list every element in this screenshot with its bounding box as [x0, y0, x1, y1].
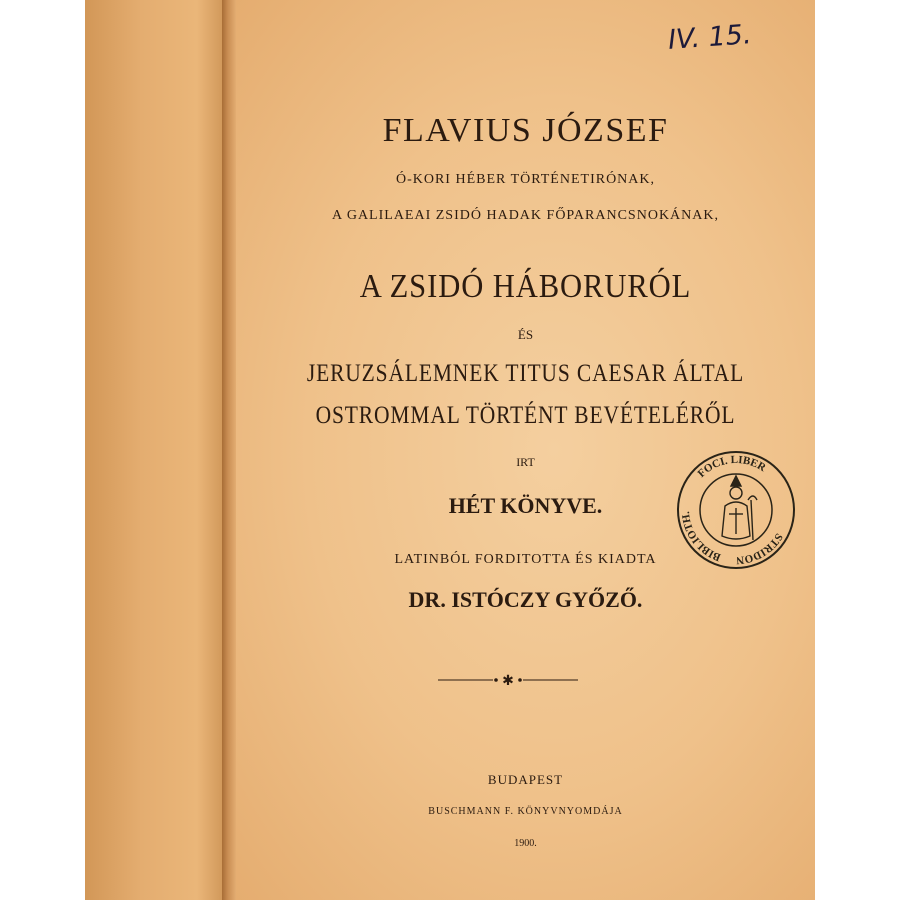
- stamp-saint-figure: [722, 476, 757, 540]
- svg-text:FOCI. LIBER: [696, 454, 769, 480]
- translated-by-label: LATINBÓL FORDITOTTA ÉS KIADTA: [394, 552, 657, 567]
- stamp-text-bottom: FOCI. LIBER: [695, 453, 768, 480]
- books-count: HÉT KÖNYVE.: [448, 493, 603, 518]
- main-title: A ZSIDÓ HÁBORURÓL: [359, 268, 692, 305]
- library-stamp: [675, 448, 797, 572]
- author-name: FLAVIUS JÓZSEF: [382, 112, 669, 149]
- stamp-text-right: BIBLIOTH.: [680, 510, 723, 564]
- handwritten-shelf-mark: IV. 15.: [667, 19, 753, 56]
- printer-name: BUSCHMANN F. KÖNYVNYOMDÁJA: [428, 806, 623, 817]
- ornament-divider: [438, 670, 578, 690]
- irt-label: IRT: [516, 455, 535, 469]
- stamp-text-top: STRIDON: [735, 531, 785, 567]
- title-line-3: OSTROMMAL TÖRTÉNT BEVÉTELÉRŐL: [315, 402, 736, 429]
- author-subtitle-1: Ó-KORI HÉBER TÖRTÉNETIRÓNAK,: [395, 172, 656, 187]
- publication-city: BUDAPEST: [487, 772, 564, 787]
- translator-name: DR. ISTÓCZY GYŐZŐ.: [408, 587, 643, 612]
- author-subtitle-2: A GALILAEAI ZSIDÓ HADAK FŐPARANCSNOKÁNAK,: [332, 208, 719, 223]
- title-connector: ÉS: [517, 327, 534, 342]
- left-page: [85, 0, 225, 900]
- title-line-2: JERUZSÁLEMNEK TITUS CAESAR ÁLTAL: [306, 360, 745, 387]
- book-gutter: [222, 0, 236, 900]
- svg-text:✱: ✱: [502, 673, 514, 689]
- publication-year: 1900.: [514, 838, 537, 849]
